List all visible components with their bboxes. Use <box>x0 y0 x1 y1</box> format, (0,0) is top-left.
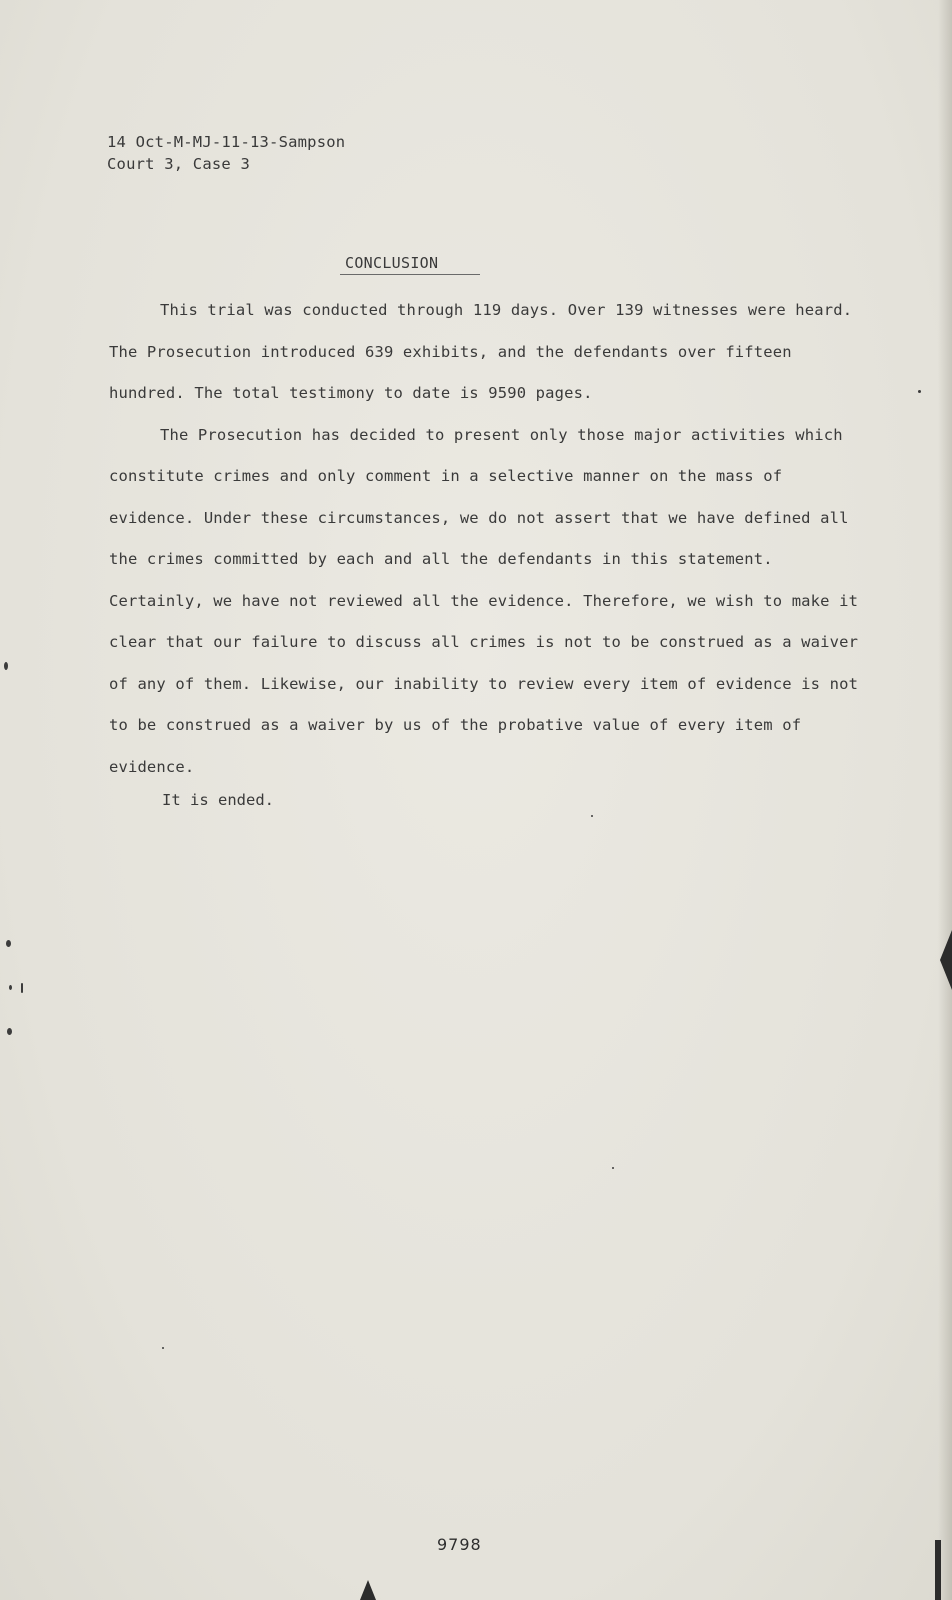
edge-tear-mark <box>940 930 952 990</box>
bottom-corner-mark <box>935 1540 941 1600</box>
page-number: 9798 <box>437 1535 482 1554</box>
bottom-tear-mark <box>360 1580 376 1600</box>
margin-speck <box>21 983 23 993</box>
closing-line: It is ended. <box>162 791 274 809</box>
page-edge-shadow <box>938 0 952 1600</box>
header-court-line: Court 3, Case 3 <box>107 155 250 173</box>
paragraph-trial-summary: This trial was conducted through 119 days. Over 139 witnesses were heard. The Prosecution introduced 639 exhibits, and the defendants over fifteen hundred. The total testimony to date is 9590 pages. <box>109 301 853 402</box>
document-body <box>109 290 869 788</box>
margin-speck <box>9 985 12 990</box>
title-underline <box>340 274 480 275</box>
document-header <box>107 131 345 175</box>
margin-speck <box>162 1347 164 1349</box>
header-reference-line: 14 Oct-M-MJ-11-13-Sampson <box>107 133 346 151</box>
margin-speck <box>918 390 921 393</box>
margin-speck <box>591 815 593 817</box>
paragraph-prosecution-statement: The Prosecution has decided to present only those major activities which constitute crimes and only comment in a selective manner on the mass of evidence. Under these circumstances, we do not assert that we have defined all the crimes committed by each and all the defendants in this statement. Certainly, we have not reviewed all the evidence. Therefore, we wish to make it clear that our failure to discuss all crimes is not to be construed as a waiver of any of them. Likewise, our inability to review every item of evidence is not to be construed as a waiver by us of the probative value of every item of evidence. <box>109 425 859 776</box>
document-title: CONCLUSION <box>345 254 439 272</box>
margin-speck <box>612 1167 614 1169</box>
margin-speck <box>7 1028 12 1035</box>
margin-speck <box>6 940 11 947</box>
margin-speck <box>4 662 8 670</box>
